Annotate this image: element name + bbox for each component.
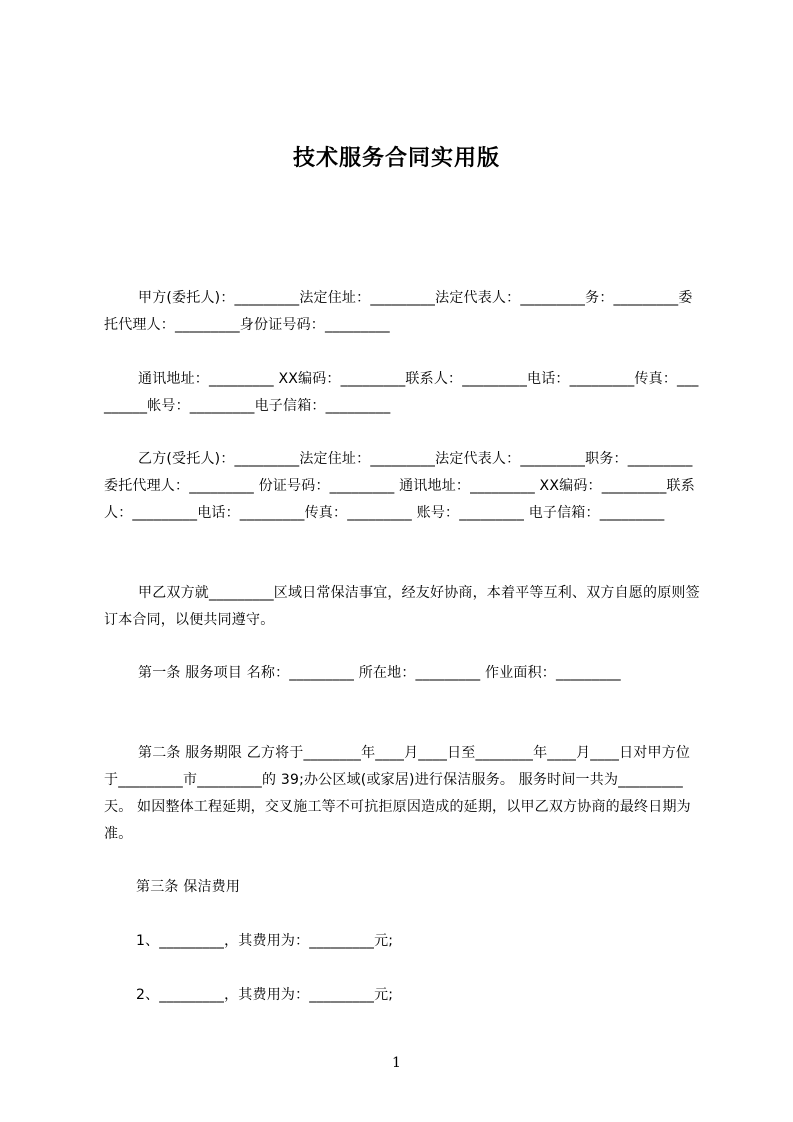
document-title: 技术服务合同实用版 bbox=[292, 146, 500, 171]
party-a-details: 甲方(委托人)：_________法定住址：_________法定代表人：_________务：_________委托代理人：_________身份证号码：_________ bbox=[104, 290, 693, 333]
party-b-details: 乙方(受托人)：_________法定住址：_________法定代表人：_________职务：_________委托代理人：_________ 份证号码：_________ 通讯地址：_________ XX编码：_________联系人：_________电话：_________传真：_________ 账号：_________ 电子信箱：_________ bbox=[104, 451, 695, 521]
agreement-preamble: 甲乙双方就_________区域日常保洁事宜，经友好协商，本着平等互利、双方自愿的原则签订本合同，以便共同遵守。 bbox=[104, 585, 700, 628]
page-number: 1 bbox=[392, 1055, 401, 1071]
article-1-service-items: 第一条 服务项目 名称：_________ 所在地：_________ 作业面积：_________ bbox=[138, 665, 621, 681]
fee-item-1: 1、_________，其费用为：_________元; bbox=[136, 933, 394, 949]
party-a-contact: 通讯地址：_________ XX编码：_________联系人：_________电话：_________传真：_________帐号：_________电子信箱：_________ bbox=[104, 371, 699, 414]
article-2-service-period: 第二条 服务期限 乙方将于________年____月____日至________年____月____日对甲方位于_________市_________的 39;办公区域(或家居)进行保洁服务。 服务时间一共为_________天。 如因整体工程延期，交叉施工等不可抗拒原因造成的延期，以甲乙双方协商的最终日期为准。 bbox=[104, 745, 691, 842]
fee-item-2: 2、_________，其费用为：_________元; bbox=[136, 987, 394, 1003]
article-3-heading: 第三条 保洁费用 bbox=[136, 879, 241, 895]
